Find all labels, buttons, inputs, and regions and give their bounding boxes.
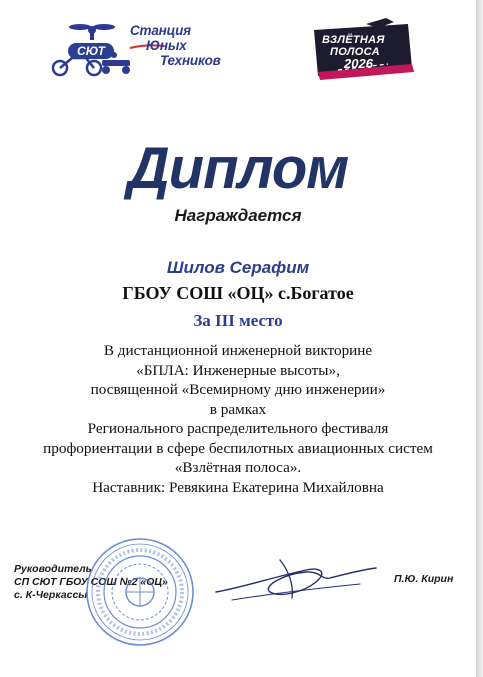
- diploma-title: Диплом: [127, 136, 349, 201]
- body-line: в рамках: [209, 400, 267, 418]
- body-line: профориентации в сфере беспилотных авиационных систем: [43, 439, 433, 457]
- diploma-body: [0, 341, 476, 497]
- recipient-school: ГБОУ СОШ «ОЦ» с.Богатое: [122, 283, 354, 303]
- handwritten-signature-icon: [210, 548, 380, 608]
- awarded-label: Награждается: [174, 206, 302, 225]
- director-line: СП СЮТ ГБОУ СОШ №2 «ОЦ»: [14, 576, 168, 588]
- director-line: с. К-Черкассы: [14, 589, 88, 601]
- event-logo-line1: ВЗЛЁТНАЯ: [322, 34, 385, 46]
- event-logo-line2: ПОЛОСА: [330, 46, 380, 58]
- station-logo-line2: Юных: [146, 38, 187, 53]
- body-line: «БПЛА: Инженерные высоты»,: [136, 361, 340, 379]
- body-line: Наставник: Ревякина Екатерина Михайловна: [92, 478, 384, 496]
- body-line: «Взлётная полоса».: [174, 459, 302, 476]
- page-edge-shadow: [477, 0, 483, 677]
- body-line: Регионального распределительного фестиваля: [87, 420, 389, 437]
- station-badge: СЮТ: [68, 43, 114, 59]
- director-line: Руководитель: [14, 563, 92, 575]
- body-line: посвященной «Всемирному дню инженерии»: [90, 381, 386, 398]
- station-logo-line3: Техников: [160, 53, 221, 68]
- station-logo: [46, 18, 236, 78]
- station-logo-line1: Станция: [130, 23, 191, 38]
- recipient-name: Шилов Серафим: [166, 258, 310, 277]
- award-place: За III место: [193, 311, 283, 330]
- round-seal-stamp-icon: [84, 536, 196, 648]
- signer-name: П.Ю. Кирин: [394, 573, 454, 585]
- event-logo: [308, 18, 418, 80]
- event-logo-year: 2026: [344, 56, 373, 71]
- body-line: В дистанционной инженерной викторине: [103, 342, 373, 359]
